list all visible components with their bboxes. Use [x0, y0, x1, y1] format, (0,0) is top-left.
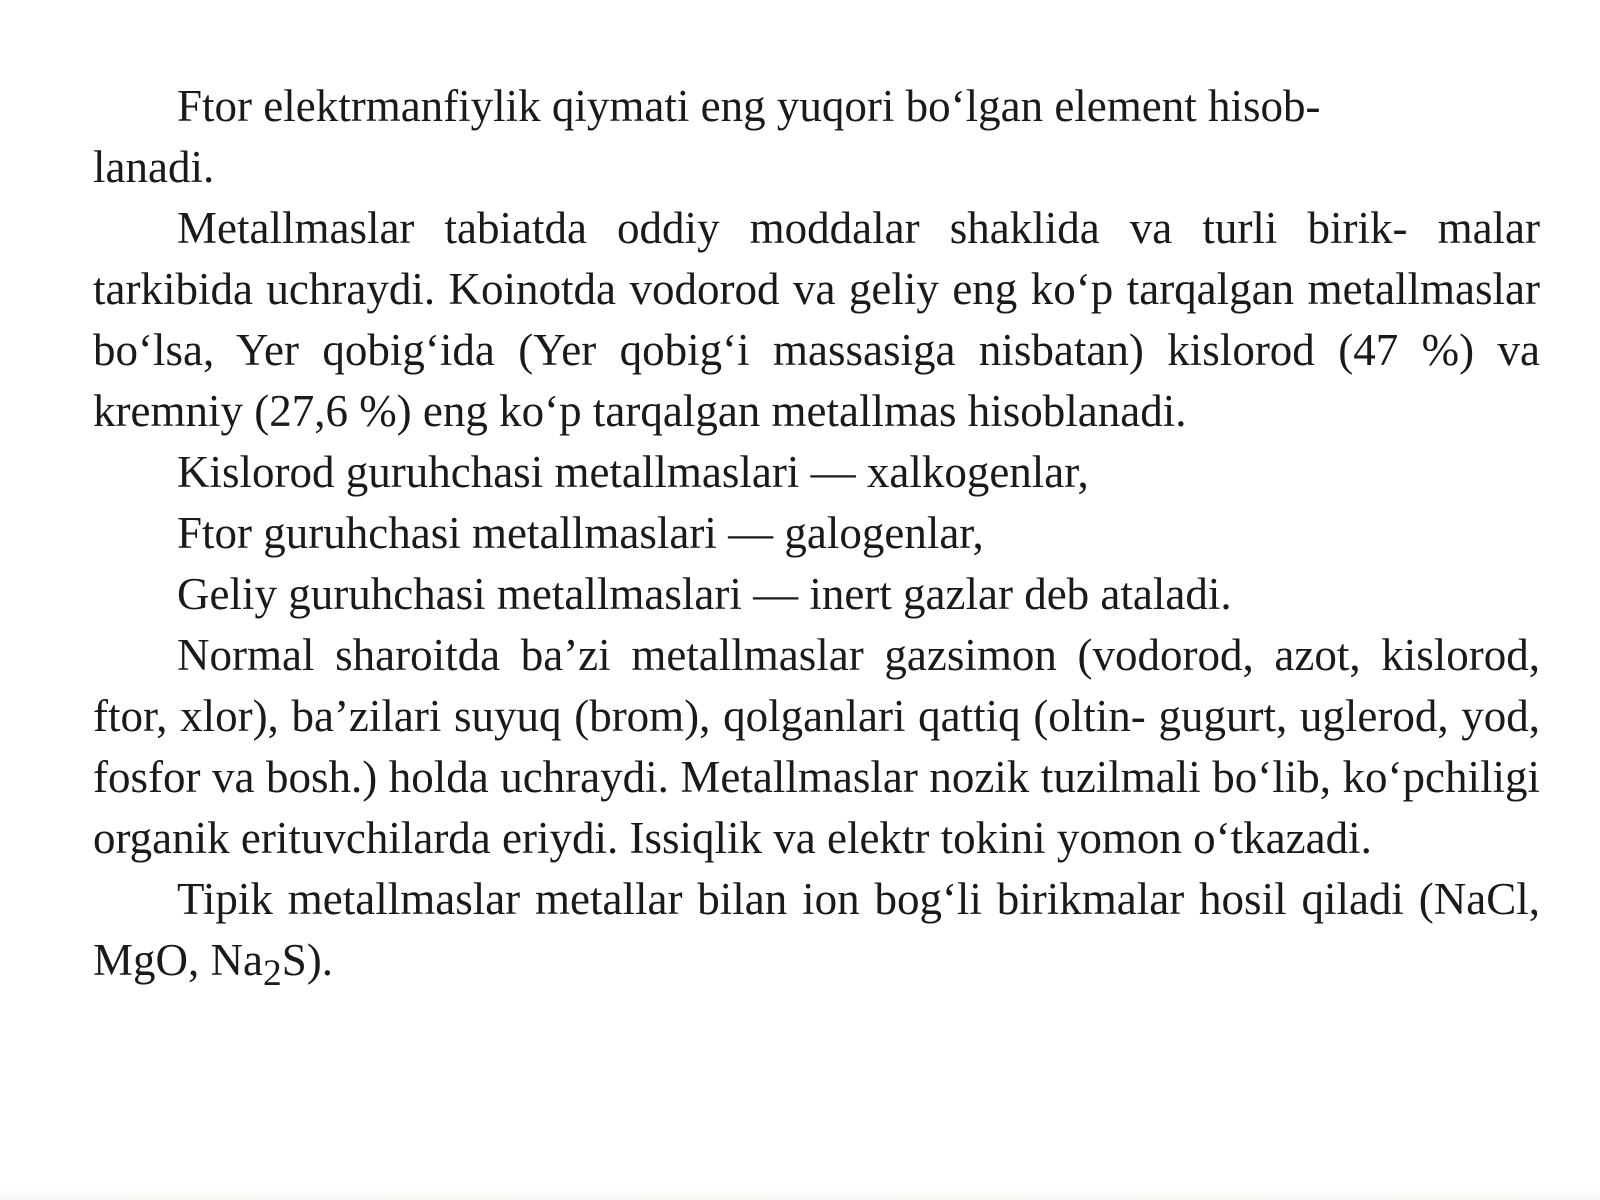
line: nozik tuzilmali bo‘lib, ko‘pchiligi organik erituvchilarda eriydi.	[93, 752, 1540, 863]
paragraph-nonmetals-in-nature	[93, 198, 1540, 442]
line: Normal sharoitda ba’zi metallmaslar gazsimon (vodorod, azot,	[177, 630, 1361, 680]
line: Geliy guruhchasi metallmaslari — inert gazlar deb ataladi.	[177, 569, 1232, 619]
line: tarqalgan metallmaslar bo‘lsa, Yer qobig‘ida (Yer qobig‘i massasiga	[93, 264, 1540, 375]
paragraph-physical-states	[93, 625, 1540, 869]
line: Ftor guruhchasi metallmaslari — galogenlar,	[177, 508, 984, 558]
paragraph-oxygen-subgroup	[93, 442, 1540, 503]
line-tail: S).	[281, 935, 333, 985]
line: Issiqlik va elektr tokini yomon o‘tkazadi.	[629, 813, 1372, 863]
line: gugurt, uglerod, yod, fosfor va bosh.) holda uchraydi. Metallmaslar	[93, 691, 1541, 802]
paragraph-fluorine-electronegativity	[93, 76, 1540, 198]
line: malar tarkibida uchraydi. Koinotda vodorod va geliy eng ko‘p	[93, 203, 1540, 314]
line: nisbatan) kislorod (47 %) va kremniy (27,6 %) eng ko‘p tarqalgan	[93, 325, 1541, 436]
line: Kislorod guruhchasi metallmaslari — xalkogenlar,	[177, 447, 1089, 497]
line: lanadi.	[93, 142, 215, 192]
line: Metallmaslar tabiatda oddiy moddalar shaklida va turli birik-	[177, 203, 1408, 253]
subscript: 2	[262, 953, 282, 994]
page-edge-shadow	[0, 1186, 1600, 1200]
line: Ftor elektrmanfiylik qiymati eng yuqori bo‘lgan element hisob-	[177, 81, 1321, 131]
line: Tipik metallmaslar metallar bilan ion bog‘li birikmalar hosil	[177, 874, 1287, 924]
paragraph-ionic-compounds	[93, 869, 1540, 1004]
paragraph-helium-subgroup	[93, 564, 1540, 625]
body-text	[93, 76, 1540, 1004]
paragraph-fluorine-subgroup	[93, 503, 1540, 564]
line: metallmas hisoblanadi.	[771, 386, 1187, 436]
line: kislorod, ftor, xlor), ba’zilari suyuq (brom), qolganlari qattiq (oltin-	[93, 630, 1540, 741]
line: qiladi (NaCl, MgO, Na	[93, 874, 1540, 985]
